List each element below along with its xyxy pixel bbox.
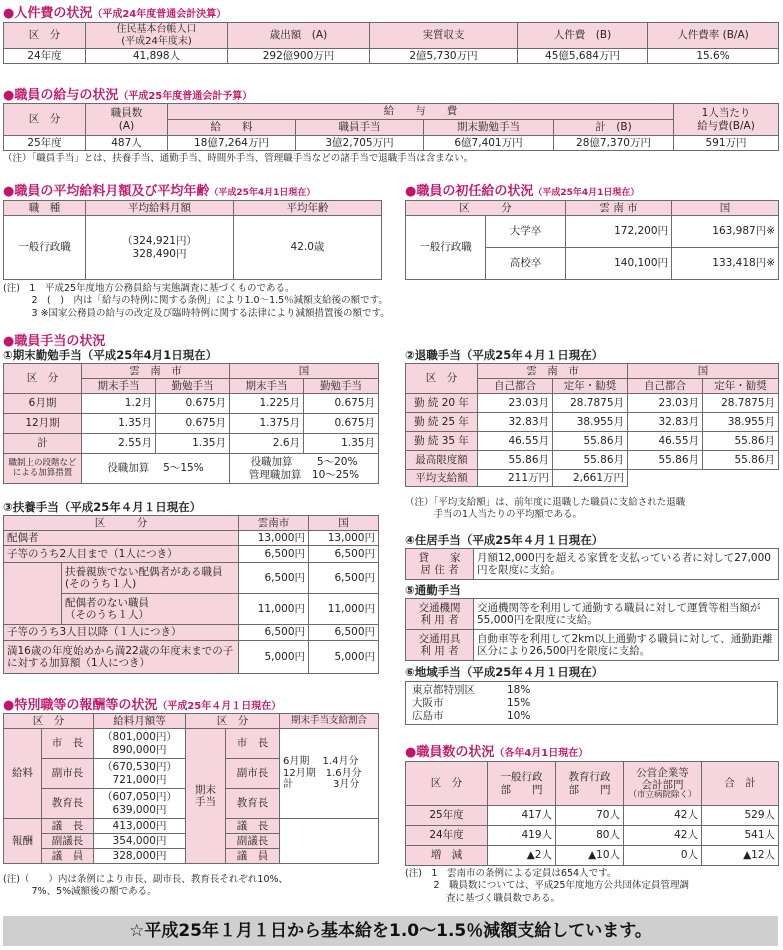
hdr-kubun: 区 分 [4,23,86,49]
cell: 32.83月 [478,413,553,432]
row-label: 配偶者 [4,531,239,546]
hdr-sub: 期末勤勉手当 [424,120,554,136]
hdr: 雲南市 [239,516,309,531]
hdr: 職 種 [4,201,86,216]
hdr: 給料月額等 [94,714,186,729]
cell: 211万円 [478,470,553,487]
hdr: 区 分 [186,714,280,729]
row-label: 勤 続 35 年 [406,432,478,451]
row-label: 増 減 [406,846,488,866]
hdr-ippan: 一般行政 部 門 [488,762,556,806]
cell: 1.375月 [230,414,304,434]
hdr-kigyo: 公営企業等 会計部門 （市立病院除く） [624,762,702,806]
family-allowance-table [3,515,379,674]
hdr: 区 分 [4,714,94,729]
row-label: 最高限度額 [406,451,478,470]
hdr-expenditure: 歳出額 (A) [228,23,370,49]
row-label: 議 長 [42,819,94,834]
hdr-sub: 勤勉手当 [304,379,379,394]
row-label: 市 長 [226,729,280,759]
hdr-balance: 実質収支 [370,23,518,49]
hdr: 区 分 [4,516,239,531]
indent-cell [4,563,62,625]
cell: 役職加算 5〜15% [82,454,230,484]
hdr: 平均給料月額 [86,201,234,216]
cell: 133,418円※ [672,248,779,280]
cell [230,454,379,484]
row-label: 貸 家 居 住 者 [406,549,474,580]
empty-cell [703,470,779,487]
s10-heading: ●職員数の状況（各年4月1日現在） [405,745,589,760]
hdr: 平均年齢 [234,201,382,216]
row-label: 副議長 [226,834,280,849]
row-label: 議 員 [226,849,280,864]
retirement-table [405,363,779,487]
commute-table [405,598,779,661]
hdr-sub: 計 (B) [554,120,674,136]
s7-t3: ③扶養手当（平成25年４月１日現在） [3,500,202,514]
cell: 月額12,000円を超える家賃を支払っている者に対して27,000円を限度に支給。 [474,549,779,580]
cell: 18億7,264万円 [168,136,296,151]
cell: 高校卒 [486,248,566,280]
cell: 172,200円 [566,216,672,248]
hdr-population: 住民基本台帳人口 (平成24年度末) [86,23,228,49]
region-row: 広島市 10% [412,710,531,722]
cell: 38.955月 [703,413,779,432]
s6-note: （注）「平均支給額」は、前年度に退職した職員に支給された退職 手当の1人当たりの平均額である。 [405,497,686,521]
s8-t6: ⑥地域手当（平成25年４月１日現在） [405,665,604,679]
salary-table [3,103,779,151]
row-label: 副市長 [42,759,94,789]
cell: 23.03月 [628,394,703,413]
staff-count-table [405,761,779,866]
cell: 1.35月 [304,434,379,454]
cell: 529人 [702,806,779,826]
cell: 0.675月 [304,414,379,434]
cell: 32.83月 [628,413,703,432]
cell: 38.955月 [553,413,628,432]
hdr-city: 雲 南 市 [478,364,628,379]
row-label: 6月期 [4,394,82,414]
cell: 28.7875月 [703,394,779,413]
row-label: 勤 続 25 年 [406,413,478,432]
cell: 55.86月 [478,451,553,470]
cell: 11,000円 [309,594,379,625]
cell: 6,500円 [239,563,309,594]
cell: 6,500円 [239,546,309,563]
hoshu-label: 報酬 [4,819,42,864]
salary-reduced: （324,921円） [122,235,197,248]
cell: 2,661万円 [553,470,628,487]
cell: 24年度 [4,49,86,64]
row-label: 子等のうち3人目以降（１人につき） [4,625,239,641]
hdr-kubun: 区 分 [4,364,82,394]
s6-t2: ②退職手当（平成25年４月１日現在） [405,348,604,362]
job-cell: 一般行政職 [406,216,486,280]
cell: 5,000円 [309,641,379,674]
hdr-sub: 定年・勧奨 [703,379,779,394]
cell: ▲2人 [488,846,556,866]
row-label: 市 長 [42,729,94,759]
hdr-nat: 国 [230,364,379,379]
row-label: 教育長 [226,789,280,819]
cell: 46.55月 [478,432,553,451]
hdr-sub: 自己都合 [628,379,703,394]
salary-normal: 328,490円 [132,247,187,260]
cell: 23.03月 [478,394,553,413]
cell: 大学卒 [486,216,566,248]
cell: 163,987円※ [672,216,779,248]
cell: 1.225月 [230,394,304,414]
cell: （801,000円） 890,000円 [94,729,186,759]
cell: 1.35月 [156,434,230,454]
cell: 15.6% [648,49,779,64]
cell: ▲10人 [556,846,624,866]
row-label: 副議長 [42,834,94,849]
row-label: 計 [4,434,82,454]
housing-table [405,548,779,580]
cell: 46.55月 [628,432,703,451]
row-label: 12月期 [4,414,82,434]
cell: 70人 [556,806,624,826]
hdr-sub: 期末手当 [82,379,156,394]
bonus-table [3,363,379,484]
hdr-sub: 給 料 [168,120,296,136]
cell: 55.86月 [703,432,779,451]
cell: 6億7,401万円 [424,136,554,151]
hdr-city: 雲 南 市 [82,364,230,379]
empty-cell [628,470,703,487]
hdr-nat: 国 [628,364,779,379]
s9-note: (注)（ ）内は条例により市長、副市長、教育長それぞれ10%、 7%、5%減額後の額である。 [3,874,289,898]
hdr-count: 職員数 (A) [86,104,168,136]
nat-line: 管理職加算 10〜25% [248,468,360,481]
empty-cell [280,819,379,864]
cell: 591万円 [674,136,779,151]
row-label: 職制上の段階などによる加算措置 [4,454,82,484]
cell: 28.7875月 [553,394,628,413]
cell: 5,000円 [239,641,309,674]
s2-note: （注）「職員手当」とは、扶養手当、通勤手当、時間外手当、管理職手当などの諸手当で退職手当は含まない。 [3,153,474,164]
cell: 419人 [488,826,556,846]
hdr: 国 [309,516,379,531]
cell: 354,000円 [94,834,186,849]
s3-heading: ●職員の平均給料月額及び平均年齢（平成25年4月1日現在） [3,184,316,199]
row-label: 勤 続 20 年 [406,394,478,413]
cell: 6,500円 [309,546,379,563]
cell: 11,000円 [239,594,309,625]
cell: 13,000円 [309,531,379,546]
cell: 6,500円 [239,625,309,641]
hdr-kubun: 区 分 [406,762,488,806]
cell: 0.675月 [156,414,230,434]
hdr: 雲 南 市 [566,201,672,216]
cell: 6,500円 [309,563,379,594]
cell: 0.675月 [304,394,379,414]
hdr-kubun: 区 分 [406,364,478,394]
hdr-sub: 職員手当 [296,120,424,136]
reduction-banner: ☆平成25年１月１日から基本給を1.0〜1.5％減額支給しています。 [3,916,778,946]
cell: 3億2,705万円 [296,136,424,151]
cell: 42人 [624,826,702,846]
cell: 55.86月 [553,451,628,470]
kyuryo-label: 給料 [4,729,42,819]
hdr: 国 [672,201,779,216]
cell: 292億900万円 [228,49,370,64]
regional-box [405,681,778,725]
cell: 55.86月 [628,451,703,470]
s2-heading: ●職員の給与の状況（平成25年度普通会計予算） [3,88,253,103]
hdr-kubun: 区 分 [4,104,86,136]
region-row: 大阪市 15% [412,697,531,709]
cell: 25年度 [4,136,86,151]
hdr-total: 合 計 [702,762,779,806]
hdr-sub: 定年・勧奨 [553,379,628,394]
hdr-sub: 勤勉手当 [156,379,230,394]
cell: 1.35月 [82,414,156,434]
cell: 1.2月 [82,394,156,414]
cell: 55.86月 [703,451,779,470]
hdr-per-person: 1人当たり 給与費(B/A) [674,104,779,136]
s5-t1: ①期末勤勉手当（平成25年4月1日現在） [3,348,218,362]
personnel-cost-table [3,22,779,64]
s4-heading: ●職員の初任給の状況（平成25年4月1日現在） [405,184,640,199]
hdr-kyuyo: 給 与 費 [168,104,674,120]
cell: ▲12人 [702,846,779,866]
cell: 13,000円 [239,531,309,546]
s1-heading: ●人件費の状況（平成24年度普通会計決算） [3,6,227,21]
s5-heading: ●職員手当の状況 [3,334,106,349]
hdr-kyoiku: 教育行政 部 門 [556,762,624,806]
row-label: 議 長 [226,819,280,834]
row-label: 副市長 [226,759,280,789]
age-cell: 42.0歳 [234,216,382,280]
special-position-table [3,713,379,864]
row-label: 配偶者のない職員 （そのうち１人） [62,594,239,625]
hdr: 期末手当支給割合 [280,714,379,729]
ratio-cell: 6月期 1.4月分 12月期 1.6月分 計 3月分 [280,729,379,819]
cell: 45億5,684万円 [518,49,648,64]
hdr-cost-rate: 人件費率 (B/A) [648,23,779,49]
cell: 2.6月 [230,434,304,454]
hdr-sub: 期末手当 [230,379,304,394]
row-label: 子等のうち2人目まで（1人につき） [4,546,239,563]
cell: 41,898人 [86,49,228,64]
cell: 413,000円 [94,819,186,834]
row-label: 交通機関 利 用 者 [406,599,474,630]
s10-note: (注) 1 雲南市の条例による定員は654人です。 2 職員数については、平成25年度地方公共団体定員管理調 査に基づく職員数である。 [405,868,689,904]
nat-line: 役職加算 5〜20% [250,456,358,469]
cell: 42人 [624,806,702,826]
s8-t4: ④住居手当（平成25年４月１日現在） [405,533,604,547]
starting-salary-table [405,200,779,280]
row-label: 25年度 [406,806,488,826]
kimatsu-label: 期末 手当 [186,729,226,864]
cell: 交通機関等を利用して通勤する職員に対して運賃等相当額が55,000円を限度に支給。 [474,599,779,630]
row-label: 満16歳の年度始めから満22歳の年度末までの子に対する加算額（1人につき） [4,641,239,674]
cell: 自動車等を利用して2km以上通勤する職員に対して、通勤距離区分により26,500円を限度に支給。 [474,630,779,661]
cell: （670,530円） 721,000円 [94,759,186,789]
cell: 55.86月 [553,432,628,451]
cell: 541人 [702,826,779,846]
cell: 6,500円 [309,625,379,641]
cell: 0人 [624,846,702,866]
job-cell: 一般行政職 [4,216,86,280]
row-label: 平均支給額 [406,470,478,487]
row-label: 24年度 [406,826,488,846]
row-label: 議 員 [42,849,94,864]
cell: 28億7,370万円 [554,136,674,151]
row-label: 教育長 [42,789,94,819]
hdr: 区 分 [406,201,566,216]
cell: 140,100円 [566,248,672,280]
cell: （607,050円） 639,000円 [94,789,186,819]
cell: 2億5,730万円 [370,49,518,64]
s9-heading: ●特別職等の報酬等の状況（平成25年４月１日現在） [3,698,282,713]
cell: 328,000円 [94,849,186,864]
row-label: 扶養親族でない配偶者がある職員(そのうち１人) [62,563,239,594]
cell: 0.675月 [156,394,230,414]
region-row: 東京都特別区 18% [412,684,531,696]
avg-salary-table [3,200,382,280]
cell: 2.55月 [82,434,156,454]
row-label: 交通用具 利 用 者 [406,630,474,661]
cell: 487人 [86,136,168,151]
cell: 417人 [488,806,556,826]
s34-notes: (注) 1 平成25年度地方公務員給与実態調査に基づくものである。 2 ( ) 内は「給与の特例に関する条例」により1.0〜1.5％減額支給後の額です。 3 ※国家公務員の給与の改定及び臨時特例に関する法律により減額措置後の額です。 [3,283,390,319]
hdr-personnel-cost: 人件費 (B) [518,23,648,49]
hdr-sub: 自己都合 [478,379,553,394]
cell: 80人 [556,826,624,846]
s8-t5: ⑤通勤手当 [405,583,461,597]
salary-cell [86,216,234,280]
